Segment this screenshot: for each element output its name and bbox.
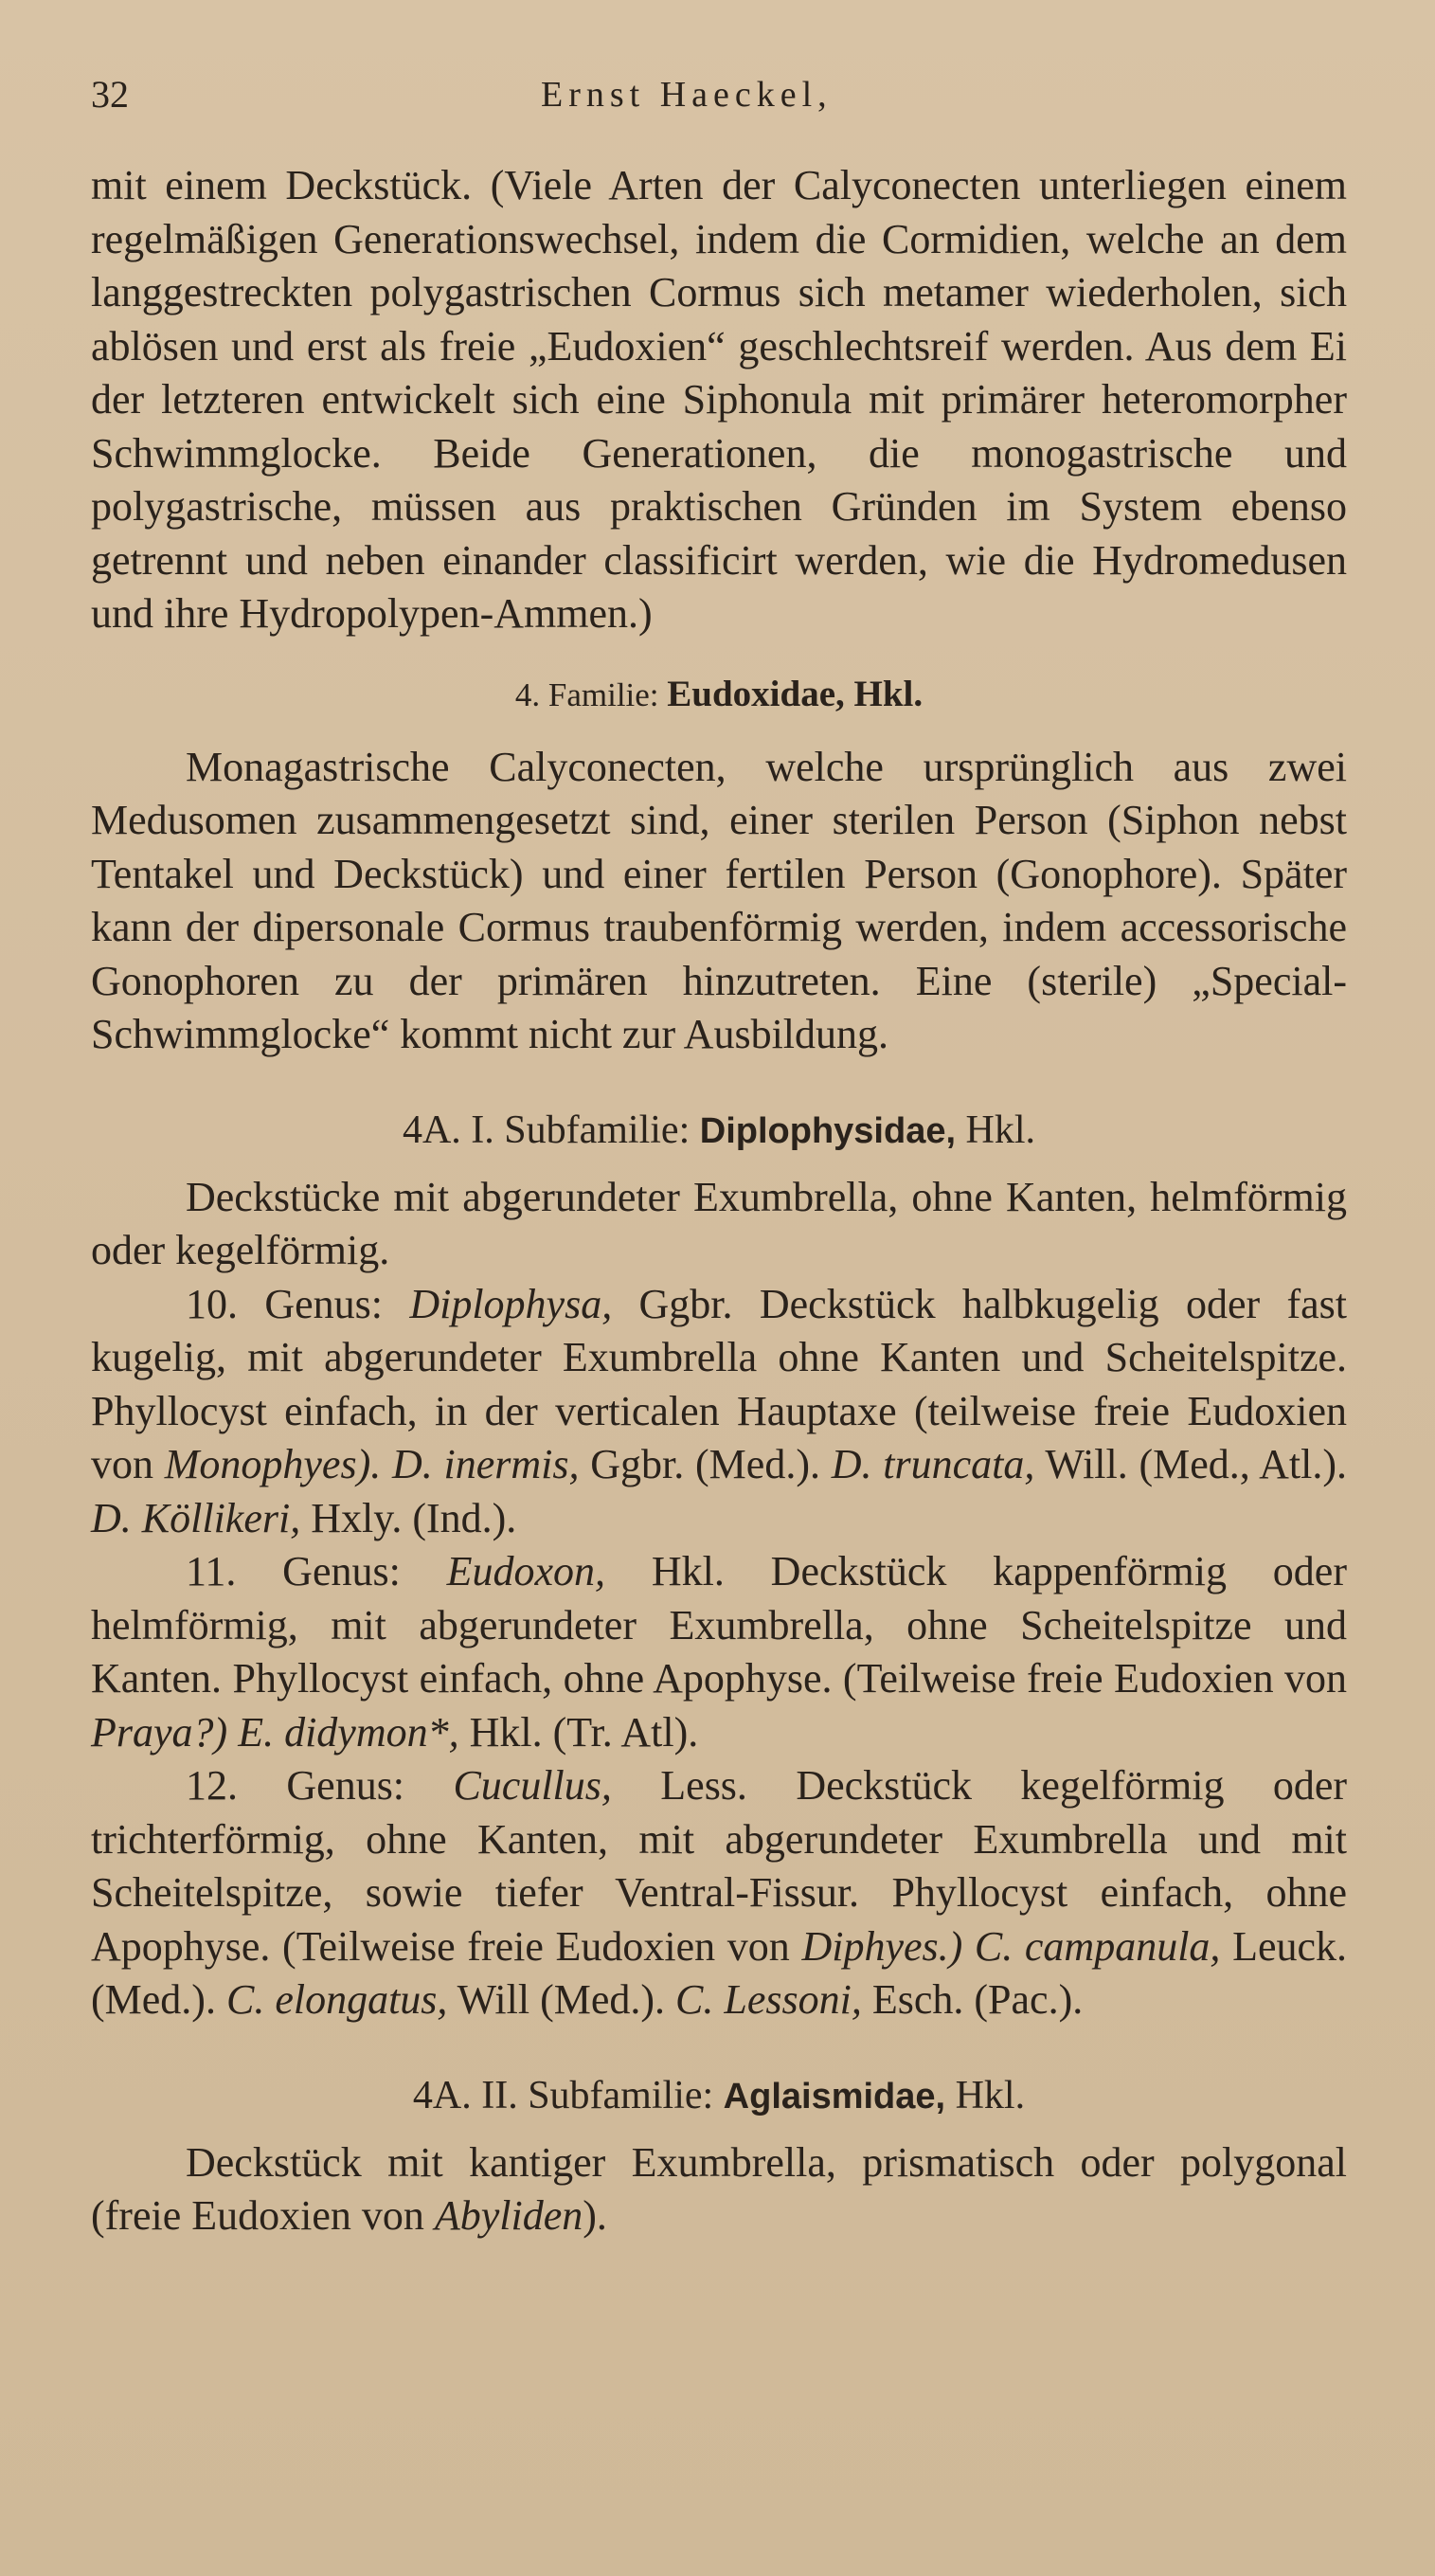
genus-number: 10. Genus: [186, 1280, 383, 1327]
species-author: Will (Med.). [457, 1976, 666, 2023]
genus-entry-10 [91, 1278, 1347, 1546]
genus-text: Ggbr. Deckstück halbkugelig oder fast kugelig, mit abgerundeter Exumbrella ohne Kanten und Scheitelspitze. Phyllocyst einfach, in der verticalen Hauptaxe (teilweise freie Eudoxien von [91, 1280, 1347, 1487]
page-number: 32 [91, 73, 129, 116]
page-header [91, 59, 1347, 114]
subfamily-description-2 [91, 2136, 1347, 2243]
subfamily-prefix: 4A. II. Subfamilie: [412, 2073, 714, 2117]
genus-name: Diplophysa, [409, 1280, 613, 1327]
genus-name: Eudoxon, [446, 1548, 606, 1594]
paragraph-continuation: mit einem Deckstück. (Viele Arten der Calyconecten unterliegen einem regelmäßigen Generationswechsel, indem die Cormidien, welche an dem langgestreckten polygastrischen Cormus sich metamer wiederholen, sich ablösen und erst als freie „Eudoxien“ geschlechtsreif werden. Aus dem Ei der letzteren entwickelt sich eine Siphonula mit primärer heteromorpher Schwimmglocke. Beide Generationen, die monogastrische und polygastrische, müssen aus praktischen Gründen im System ebenso getrennt und neben einander classificirt werden, wie die Hydromedusen und ihre Hydropolypen-Ammen.) [91, 162, 1347, 637]
subfamily-heading-2 [91, 2069, 1347, 2123]
subfamily-description: Deckstücke mit abgerundeter Exumbrella, ohne Kanten, helmförmig oder kegelförmig. [91, 1173, 1347, 1273]
subfamily-author: Hkl. [955, 2073, 1026, 2117]
species-author: Leuck. (Med.). [91, 1922, 1348, 2023]
subfamily-name: Aglaismidae, [723, 2076, 946, 2117]
species-author: Ggbr. (Med.). [590, 1441, 820, 1487]
subfamily-prefix: 4A. I. Subfamilie: [402, 1108, 691, 1152]
page-body [91, 159, 1347, 2243]
subfamily-heading-1 [91, 1104, 1347, 1158]
subfamily-reference: Abyliden [434, 2192, 583, 2239]
family-name: Eudoxidae, Hkl. [667, 673, 924, 714]
family-prefix: 4. Familie: [514, 676, 659, 713]
species-name: C. campanula, [974, 1922, 1221, 1970]
genus-reference: Praya?) [91, 1708, 228, 1756]
species-name: C. Lessoni, [675, 1976, 862, 2023]
species-author: Esch. (Pac.). [871, 1976, 1084, 2023]
genus-entry-11 [91, 1545, 1347, 1759]
species-name: E. didymon*, [238, 1708, 459, 1756]
subfamily-name: Diplophysidae, [699, 1110, 957, 1151]
family-description: Monagastrische Calyconecten, welche ursprünglich aus zwei Medusomen zusammengesetzt sind, einer sterilen Person (Siphon nebst Tentakel und Deckstück) und einer fertilen Person (Gonophore). Später kann der dipersonale Cormus traubenförmig werden, indem accessorische Gonophoren zu der primären hinzutreten. Eine (sterile) „Special-Schwimmglocke“ kommt nicht zur Ausbildung. [91, 743, 1347, 1057]
genus-text: Less. Deckstück kegelförmig oder trichterförmig, ohne Kanten, mit abgerundeter Exumbrella und mit Scheitelspitze, sowie tiefer Ventral-Fissur. Phyllocyst einfach, ohne Apophyse. (Teilweise freie Eudoxien von [91, 1762, 1348, 1970]
species-name: C. elongatus, [225, 1976, 448, 2023]
species-name: D. Köllikeri, [91, 1494, 301, 1541]
subfamily-author: Hkl. [965, 1108, 1036, 1152]
species-author: Hxly. (Ind.). [311, 1494, 517, 1541]
subfamily-text: Deckstück mit kantiger Exumbrella, prismatisch oder polygonal (freie Eudoxien von [91, 2138, 1347, 2239]
species-name: D. inermis, [392, 1441, 580, 1487]
genus-reference: Monophyes). [164, 1441, 382, 1487]
genus-number: 12. Genus: [186, 1762, 405, 1809]
species-author: Will. (Med., Atl.). [1045, 1441, 1347, 1487]
genus-name: Cucullus, [453, 1762, 612, 1809]
genus-entry-12 [91, 1759, 1347, 2027]
genus-number: 11. Genus: [186, 1548, 401, 1594]
subfamily-text-end: ). [583, 2192, 607, 2239]
family-heading [91, 668, 1347, 722]
species-author: Hkl. (Tr. Atl). [469, 1708, 699, 1756]
genus-reference: Diphyes.) [801, 1922, 963, 1970]
running-title: Ernst Haeckel, [541, 75, 833, 115]
genus-text: Hkl. Deckstück kappenförmig oder helmförmig, mit abgerundeter Exumbrella, ohne Scheitelspitze und Kanten. Phyllocyst einfach, ohne Apophyse. (Teilweise freie Eudoxien von [91, 1548, 1347, 1702]
species-name: D. truncata, [831, 1441, 1035, 1487]
